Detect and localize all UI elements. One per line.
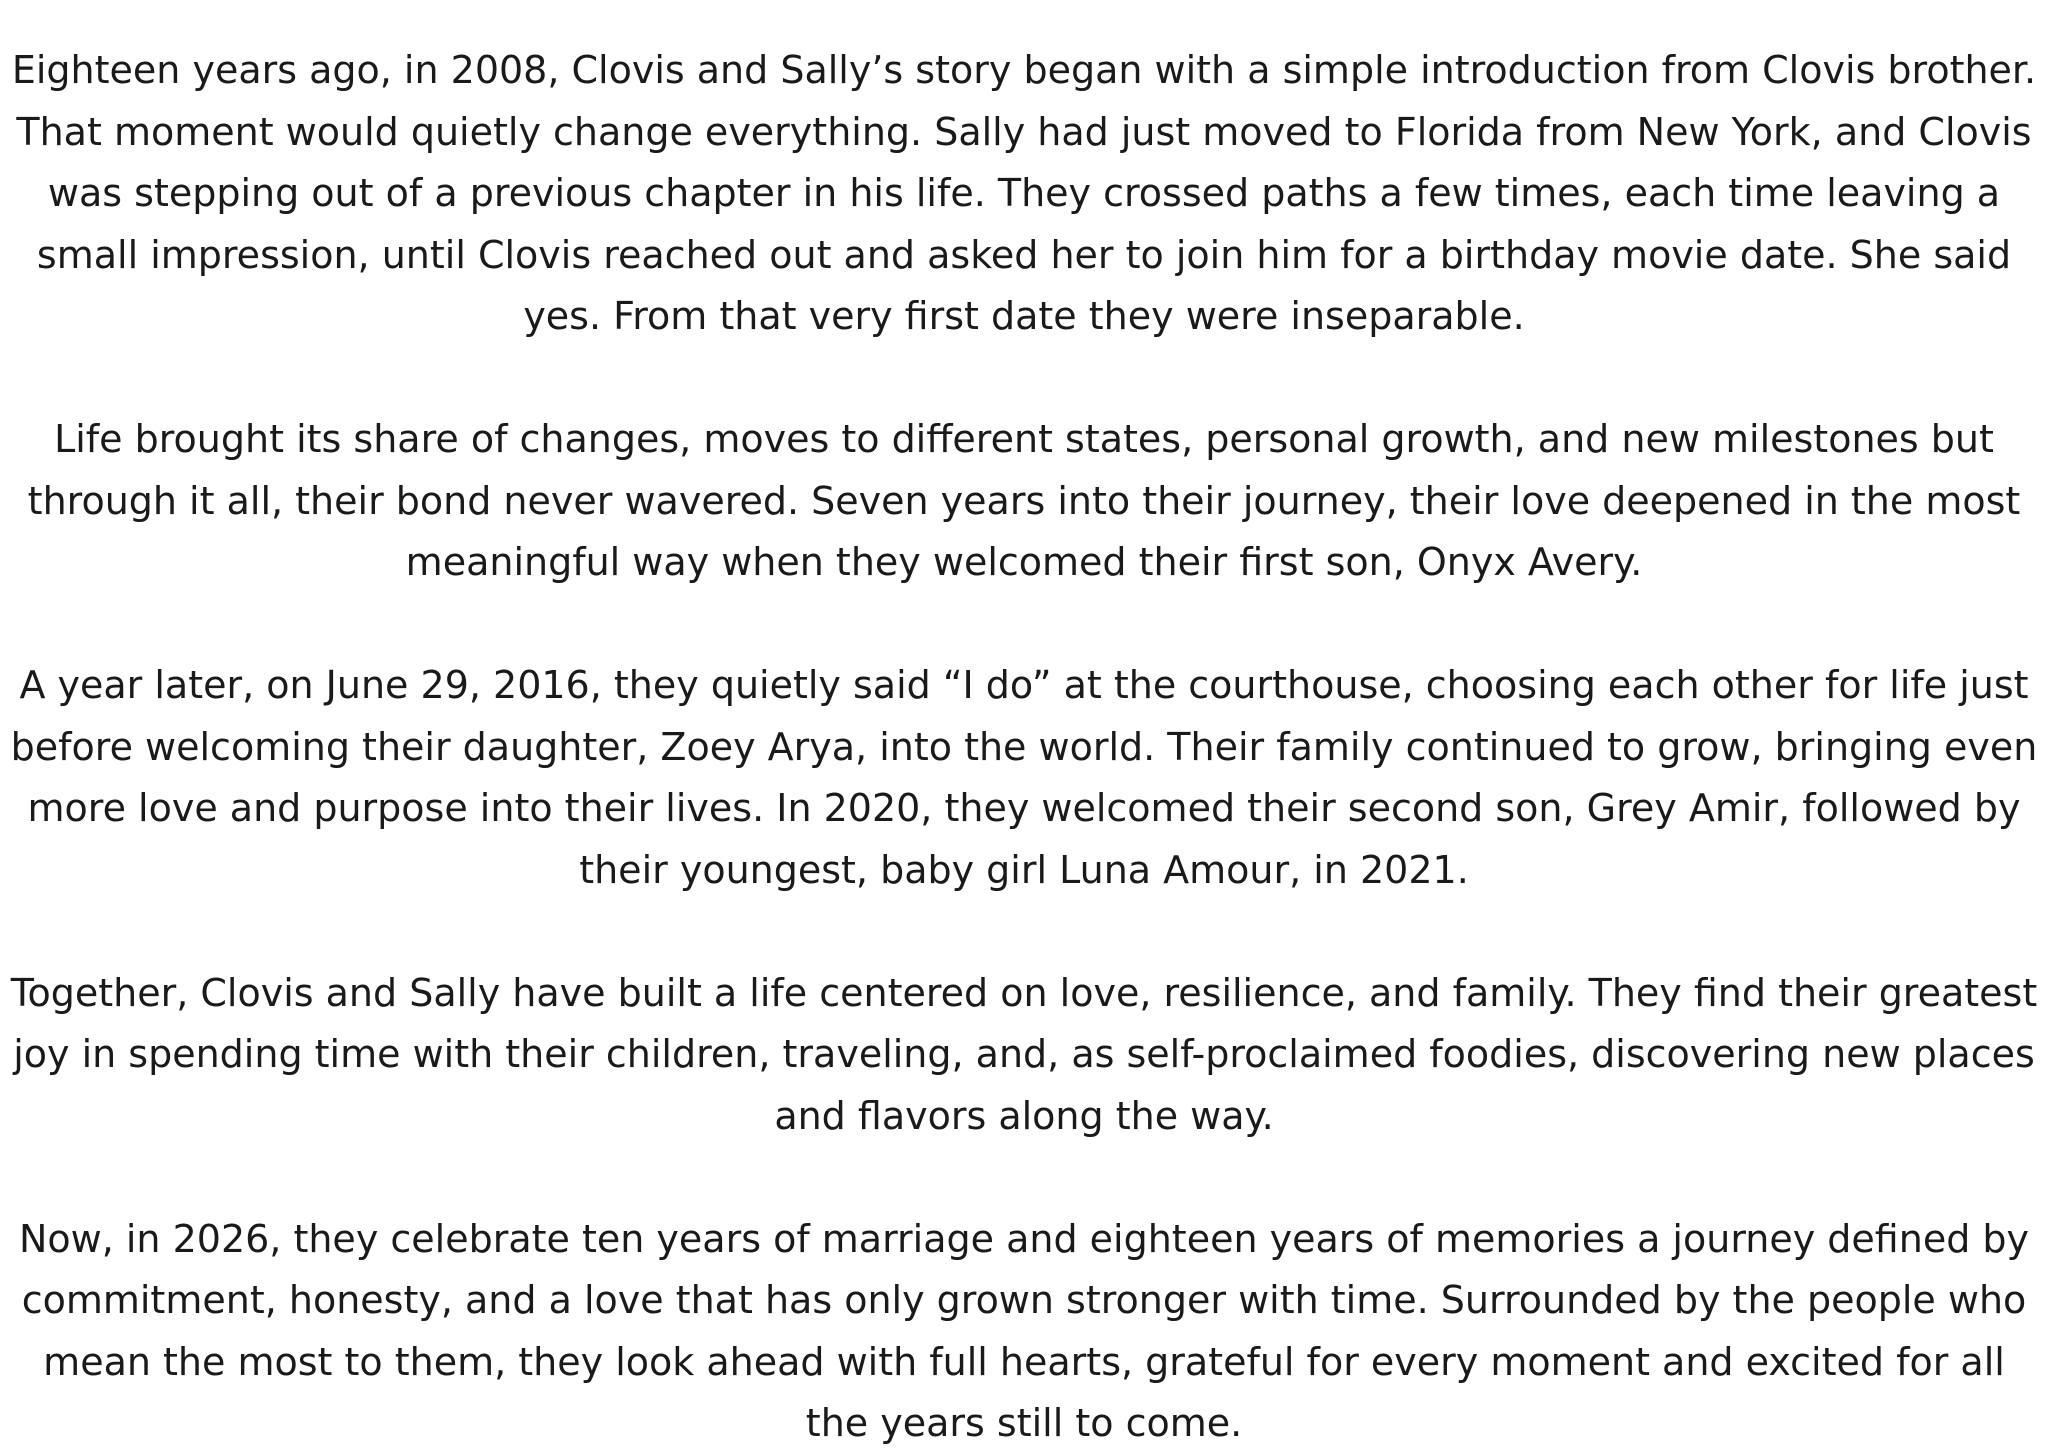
story-paragraph-4: Together, Clovis and Sally have built a life centered on love, resilience, and family. They find their greatest joy in spending time with their children, traveling, and, as self-proclaimed foodies, discovering new places and flavors along the way. xyxy=(10,970,2038,1138)
story-paragraph-5: Now, in 2026, they celebrate ten years of marriage and eighteen years of memories a journey defined by commitment, honesty, and a love that has only grown stronger with time. Surrounded by the people who mean the most to them, they look ahead with full hearts, grateful for every moment and excited for all the years still to come. xyxy=(18,1216,2030,1445)
story-paragraph-3: A year later, on June 29, 2016, they quietly said “I do” at the courthouse, choosing each other for life just before welcoming their daughter, Zoey Arya, into the world. Their family continued to grow, bringing even more love and purpose into their lives. In 2020, they welcomed their second son, Grey Amir, followed by their youngest, baby girl Luna Amour, in 2021. xyxy=(10,663,2038,892)
story-paragraph-1: Eighteen years ago, in 2008, Clovis and Sally’s story began with a simple introduction from Clovis brother. That moment would quietly change everything. Sally had just moved to Florida from New York, and Clovis was stepping out of a previous chapter in his life. They crossed paths a few times, each time leaving a small impression, until Clovis reached out and asked her to join him for a birthday movie date. She said yes. From that very first date they were inseparable. xyxy=(11,48,2037,338)
love-story-text xyxy=(10,40,2038,1455)
story-paragraph-2: Life brought its share of changes, moves to different states, personal growth, and new milestones but through it all, their bond never wavered. Seven years into their journey, their love deepened in the most meaningful way when they welcomed their first son, Onyx Avery. xyxy=(27,417,2021,584)
